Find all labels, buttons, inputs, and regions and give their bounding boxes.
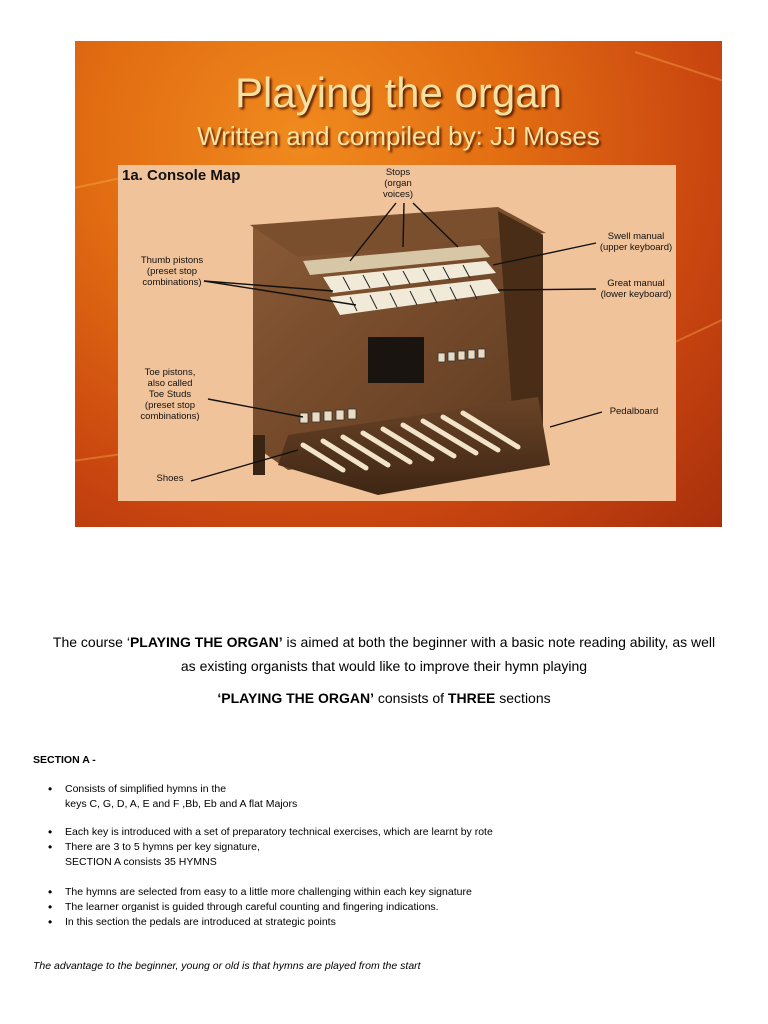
list-item: • In this section the pedals are introduced at strategic points bbox=[48, 915, 472, 930]
list-item: • The hymns are selected from easy to a little more challenging within each key signature bbox=[48, 885, 472, 900]
great-manual-callout: Great manual (lower keyboard) bbox=[600, 278, 672, 300]
thumb-pistons-callout: Thumb pistons (preset stop combinations) bbox=[140, 255, 204, 288]
list-item: • The learner organist is guided through careful counting and fingering indications. bbox=[48, 900, 472, 915]
bullet-list bbox=[48, 885, 472, 930]
intro-line-2: as existing organists that would like to improve their hymn playing bbox=[180, 658, 588, 674]
list-item: • Each key is introduced with a set of preparatory technical exercises, which are learnt by rote bbox=[48, 825, 493, 840]
organ-illustration bbox=[118, 165, 676, 501]
pedalboard-callout: Pedalboard bbox=[609, 406, 659, 417]
advantage-note: The advantage to the beginner, young or old is that hymns are played from the start bbox=[33, 960, 421, 972]
stops-callout: Stops (organ voices) bbox=[382, 167, 414, 200]
list-item: • Consists of simplified hymns in the keys C, G, D, A, E and F ,Bb, Eb and A flat Majors bbox=[48, 782, 297, 812]
swell-manual-callout: Swell manual (upper keyboard) bbox=[599, 231, 673, 253]
list-item: • There are 3 to 5 hymns per key signature, SECTION A consists 35 HYMNS bbox=[48, 840, 493, 870]
slide-subtitle: Written and compiled by: JJ Moses bbox=[197, 121, 600, 151]
bullet-list bbox=[48, 825, 493, 870]
title-slide bbox=[75, 41, 722, 527]
decorative-streak bbox=[675, 307, 722, 343]
bullet-list bbox=[48, 782, 297, 812]
slide-title: Playing the organ bbox=[235, 69, 562, 116]
console-map bbox=[118, 165, 676, 501]
intro-line-1: The course ‘PLAYING THE ORGAN’ is aimed at both the beginner with a basic note reading ability, as well bbox=[52, 634, 716, 650]
shoes-callout: Shoes bbox=[156, 473, 184, 484]
section-a-heading: SECTION A - bbox=[33, 754, 96, 766]
console-map-heading: 1a. Console Map bbox=[122, 167, 241, 184]
intro-line-3: ‘PLAYING THE ORGAN’ consists of THREE sections bbox=[217, 690, 551, 706]
toe-pistons-callout: Toe pistons, also called Toe Studs (preset stop combinations) bbox=[140, 367, 200, 422]
